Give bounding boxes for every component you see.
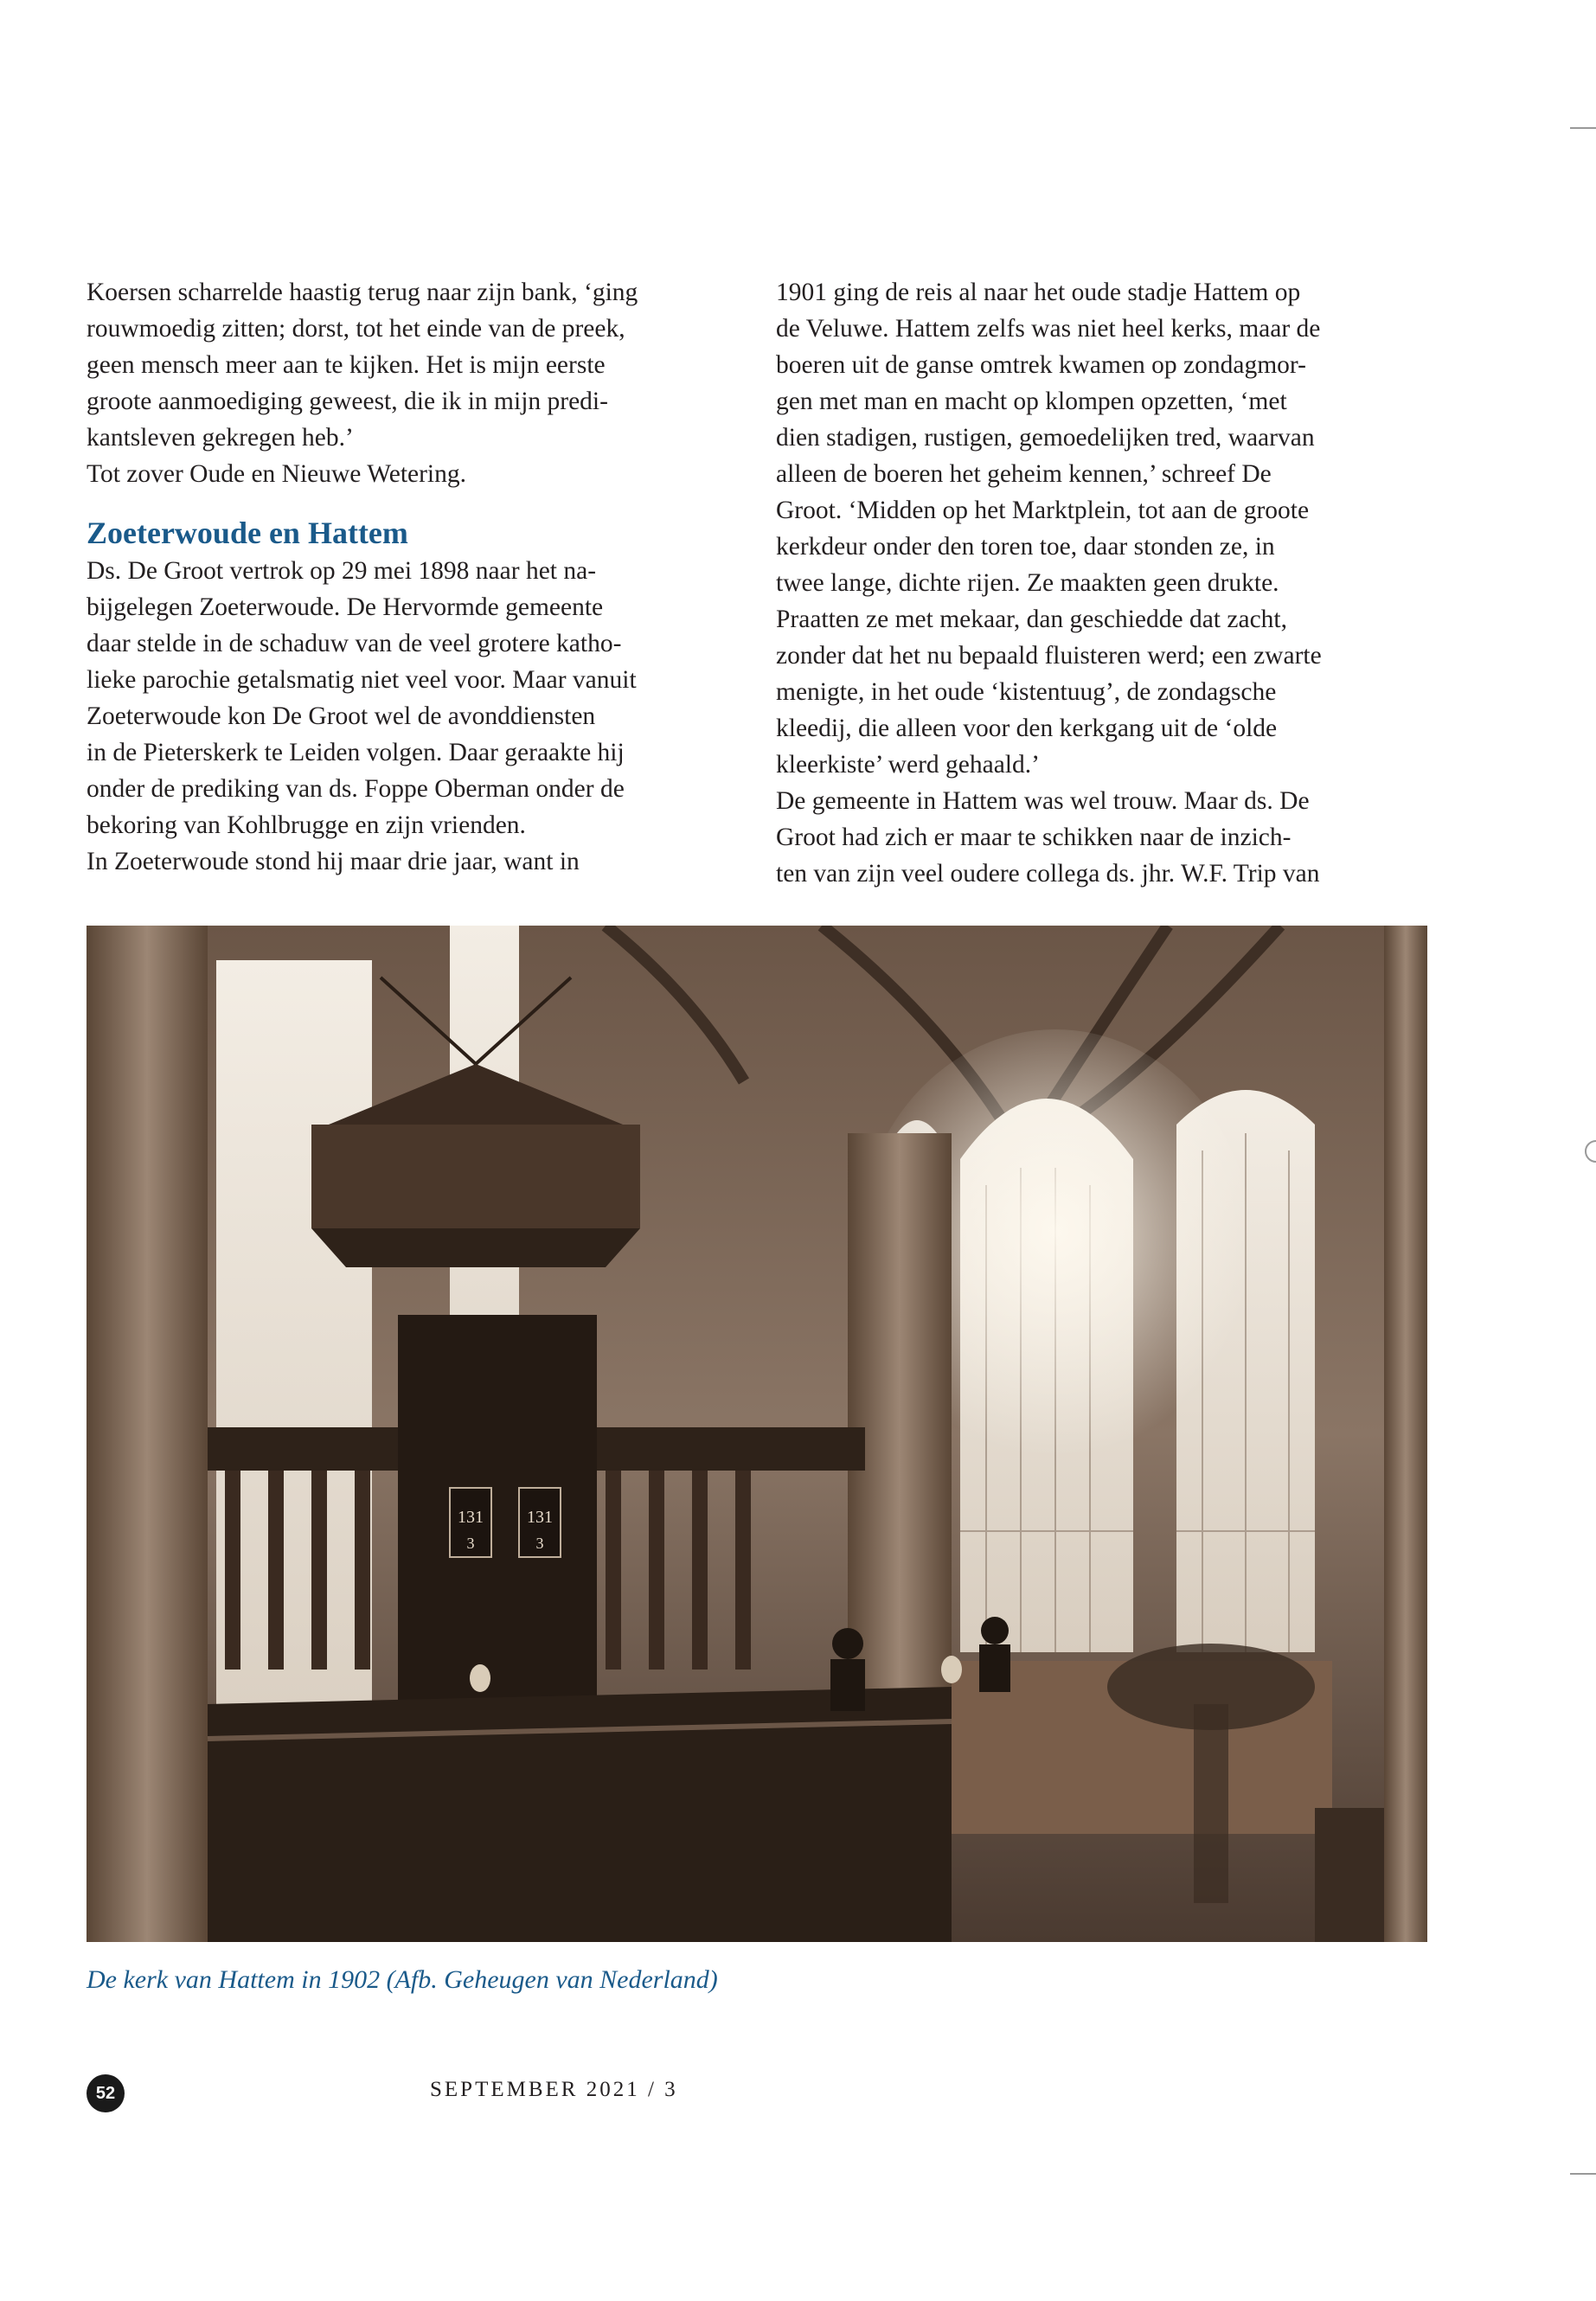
crop-mark-bottom	[1570, 2173, 1596, 2175]
right-column	[776, 274, 1416, 892]
registration-mark	[1585, 1140, 1596, 1163]
text-line: bijgelegen Zoeterwoude. De Hervormde gemeente	[87, 593, 604, 621]
text-line: zonder dat het nu bepaald fluisteren werd; een zwarte	[776, 642, 1322, 670]
hymn-board-right	[519, 1488, 561, 1557]
text-line: De gemeente in Hattem was wel trouw. Maar ds. De	[776, 787, 1310, 815]
left-column	[87, 274, 727, 880]
text-line: 1901 ging de reis al naar het oude stadje Hattem op	[776, 279, 1301, 306]
text-line: dien stadigen, rustigen, gemoedelijken tred, waarvan	[776, 424, 1315, 452]
text-line: alleen de boeren het geheim kennen,’ schreef De	[776, 460, 1272, 488]
text-line: kleerkiste’ werd gehaald.’	[776, 751, 1040, 779]
page-number: 52	[87, 2074, 125, 2112]
text-line: In Zoeterwoude stond hij maar drie jaar, want in	[87, 848, 580, 875]
text-line: twee lange, dichte rijen. Ze maakten geen drukte.	[776, 569, 1279, 597]
text-line: gen met man en macht op klompen opzetten, ‘met	[776, 388, 1287, 415]
text-line: groote aanmoediging geweest, die ik in mijn predi-	[87, 388, 608, 415]
text-line: lieke parochie getalsmatig niet veel voor. Maar vanuit	[87, 666, 637, 694]
hymn-board-verse: 3	[466, 1535, 475, 1552]
text-line: boeren uit de ganse omtrek kwamen op zondagmor-	[776, 351, 1306, 379]
text-line: Groot had zich er maar te schikken naar de inzich-	[776, 824, 1292, 851]
text-line: Zoeterwoude kon De Groot wel de avonddiensten	[87, 702, 596, 730]
text-line: Groot. ‘Midden op het Marktplein, tot aan de groote	[776, 497, 1310, 524]
text-line: Ds. De Groot vertrok op 29 mei 1898 naar het na-	[87, 557, 597, 585]
text-line: rouwmoedig zitten; dorst, tot het einde van de preek,	[87, 315, 625, 343]
text-line: kantsleven gekregen heb.’	[87, 424, 354, 452]
section-heading: Zoeterwoude en Hattem	[87, 516, 408, 550]
figure-caption: De kerk van Hattem in 1902 (Afb. Geheugen van Nederland)	[87, 1965, 718, 1994]
text-line: kerkdeur onder den toren toe, daar stonden ze, in	[776, 533, 1275, 561]
church-interior-photo	[87, 926, 1427, 1942]
text-line: kleedij, die alleen voor den kerkgang uit de ‘olde	[776, 715, 1278, 742]
issue-label: SEPTEMBER 2021 / 3	[430, 2078, 678, 2101]
text-line: Tot zover Oude en Nieuwe Wetering.	[87, 460, 466, 488]
text-line: menigte, in het oude ‘kistentuug’, de zondagsche	[776, 678, 1277, 706]
hymn-board-left	[450, 1488, 491, 1557]
hymn-board-number: 131	[527, 1508, 553, 1527]
text-line: daar stelde in de schaduw van de veel grotere katho-	[87, 630, 622, 657]
text-line: ten van zijn veel oudere collega ds. jhr. W.F. Trip van	[776, 860, 1320, 888]
hymn-board-verse: 3	[535, 1535, 544, 1552]
text-line: Koersen scharrelde haastig terug naar zijn bank, ‘ging	[87, 279, 638, 306]
text-line: bekoring van Kohlbrugge en zijn vrienden.	[87, 811, 526, 839]
hymn-board-number: 131	[458, 1508, 484, 1527]
text-line: onder de prediking van ds. Foppe Oberman onder de	[87, 775, 625, 803]
text-line: in de Pieterskerk te Leiden volgen. Daar geraakte hij	[87, 739, 625, 766]
text-line: de Veluwe. Hattem zelfs was niet heel kerks, maar de	[776, 315, 1321, 343]
text-line: Praatten ze met mekaar, dan geschiedde dat zacht,	[776, 606, 1287, 633]
text-line: geen mensch meer aan te kijken. Het is mijn eerste	[87, 351, 606, 379]
crop-mark-top	[1570, 127, 1596, 129]
